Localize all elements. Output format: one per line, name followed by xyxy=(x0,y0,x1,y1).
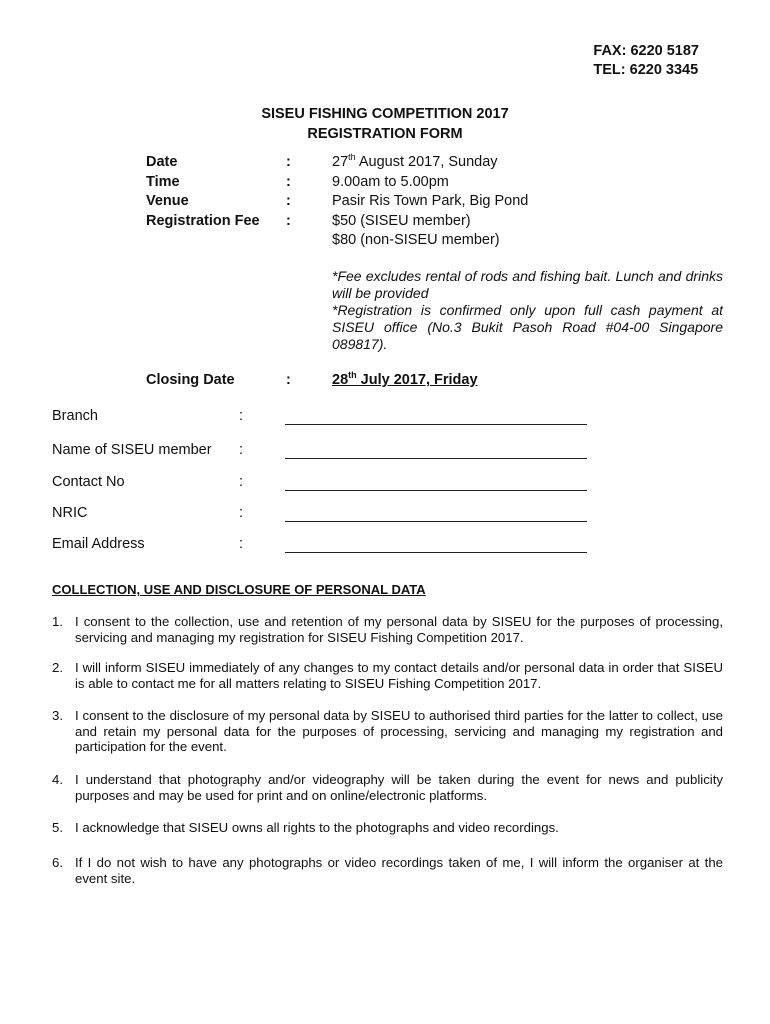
email-field xyxy=(52,536,592,558)
clause-item xyxy=(52,708,723,755)
colon: : xyxy=(239,536,244,552)
colon: : xyxy=(239,505,244,521)
time-label: Time xyxy=(146,173,180,190)
fee-label: Registration Fee xyxy=(146,212,260,229)
colon: : xyxy=(239,408,244,424)
fee-notes xyxy=(332,268,723,353)
clause-number: 5. xyxy=(52,820,63,835)
closing-date-value xyxy=(332,372,478,388)
member-name-input-line[interactable] xyxy=(285,458,587,459)
date-label: Date xyxy=(146,154,178,170)
date-rest: August 2017, Sunday xyxy=(355,154,498,170)
colon: : xyxy=(286,154,291,170)
fee-member: $50 (SISEU member) xyxy=(332,212,471,229)
contact-no-label: Contact No xyxy=(52,474,125,490)
clause-number: 6. xyxy=(52,855,63,870)
date-day: 27 xyxy=(332,154,349,170)
venue-label: Venue xyxy=(146,193,189,209)
email-label: Email Address xyxy=(52,536,145,552)
clause-number: 4. xyxy=(52,772,63,787)
date-suffix: th xyxy=(348,152,356,163)
branch-label: Branch xyxy=(52,408,98,424)
clause-item xyxy=(52,660,723,691)
clause-number: 3. xyxy=(52,708,63,723)
clause-item xyxy=(52,614,723,645)
tel-number: TEL: 6220 3345 xyxy=(593,62,699,78)
colon: : xyxy=(286,193,291,209)
title-line-2: REGISTRATION FORM xyxy=(307,126,463,142)
date-value xyxy=(332,154,498,170)
clause-text: I understand that photography and/or videography will be taken during the event for news and publicity purposes and may be used for print and on online/electronic platforms. xyxy=(75,772,723,803)
closing-date-label: Closing Date xyxy=(146,372,235,388)
closing-day: 28 xyxy=(332,372,349,388)
clause-number: 2. xyxy=(52,660,63,675)
clause-text: I will inform SISEU immediately of any changes to my contact details and/or personal data in order that SISEU is able to contact me for all matters relating to SISEU Fishing Competition 2017. xyxy=(75,660,723,691)
email-input-line[interactable] xyxy=(285,552,587,553)
nric-label: NRIC xyxy=(52,505,88,521)
note-registration-confirmed: *Registration is confirmed only upon full cash payment at SISEU office (No.3 Bukit Pasoh Road #04-00 Singapore 089817). xyxy=(332,302,723,352)
closing-rest: July 2017, Friday xyxy=(356,372,478,388)
title-line-1: SISEU FISHING COMPETITION 2017 xyxy=(261,106,509,122)
branch-input-line[interactable] xyxy=(285,424,587,425)
colon: : xyxy=(286,212,291,229)
contact-no-input-line[interactable] xyxy=(285,490,587,491)
personal-data-heading: COLLECTION, USE AND DISCLOSURE OF PERSONAL DATA xyxy=(52,582,426,597)
clause-text: I consent to the disclosure of my personal data by SISEU to authorised third parties for the latter to collect, use and retain my personal data for the purposes of processing, servicing and managing my registration and participation for the event. xyxy=(75,708,723,754)
colon: : xyxy=(286,173,291,190)
venue-value: Pasir Ris Town Park, Big Pond xyxy=(332,193,529,209)
nric-field xyxy=(52,505,592,527)
clause-item xyxy=(52,855,723,886)
contact-numbers xyxy=(593,42,699,80)
nric-input-line[interactable] xyxy=(285,521,587,522)
colon: : xyxy=(239,474,244,490)
branch-field xyxy=(52,408,592,430)
contact-no-field xyxy=(52,474,592,496)
clause-item xyxy=(52,772,723,803)
fee-non-member: $80 (non-SISEU member) xyxy=(332,232,500,248)
colon: : xyxy=(239,442,244,458)
clause-text: I acknowledge that SISEU owns all rights to the photographs and video recordings. xyxy=(75,820,559,835)
clause-number: 1. xyxy=(52,614,63,629)
clause-text: If I do not wish to have any photographs or video recordings taken of me, I will inform the organiser at the event site. xyxy=(75,855,723,886)
colon: : xyxy=(286,372,291,388)
note-fee-excludes: *Fee excludes rental of rods and fishing bait. Lunch and drinks will be provided xyxy=(332,268,723,301)
clause-item xyxy=(52,820,723,836)
fax-number: FAX: 6220 5187 xyxy=(593,43,699,59)
member-name-field xyxy=(52,442,592,464)
member-name-label: Name of SISEU member xyxy=(52,442,212,458)
form-title xyxy=(0,104,770,144)
clause-text: I consent to the collection, use and retention of my personal data by SISEU for the purposes of processing, servicing and managing my registration for SISEU Fishing Competition 2017. xyxy=(75,614,723,645)
closing-suffix: th xyxy=(348,370,357,381)
time-value: 9.00am to 5.00pm xyxy=(332,173,449,190)
